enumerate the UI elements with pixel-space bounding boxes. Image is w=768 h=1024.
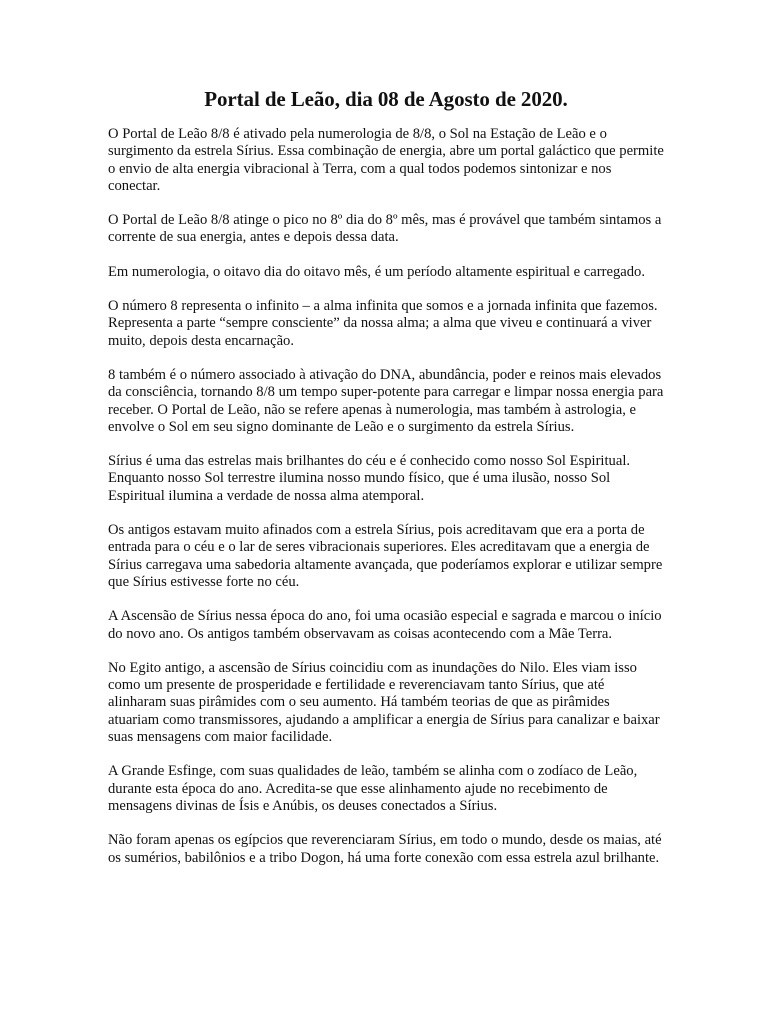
paragraph-4: O número 8 representa o infinito – a alma infinita que somos e a jornada infinita que fazemos. Representa a parte “sempre consciente” da nossa alma; a alma que viveu e continuará a viver muito, depois desta encarnação. <box>108 298 658 349</box>
document-title: Portal de Leão, dia 08 de Agosto de 2020. <box>204 87 568 111</box>
paragraph-3: Em numerologia, o oitavo dia do oitavo mês, é um período altamente espiritual e carregado. <box>108 263 645 280</box>
paragraph-2: O Portal de Leão 8/8 atinge o pico no 8º dia do 8º mês, mas é provável que também sintamos a corrente de sua energia, antes e depois dessa data. <box>108 212 662 246</box>
paragraph-10: A Grande Esfinge, com suas qualidades de leão, também se alinha com o zodíaco de Leão, durante esta época do ano. Acredita-se que esse alinhamento ajude no recebimento de mensagens divinas de Ísis e Anúbis, os deuses conectados a Sírius. <box>108 763 638 814</box>
paragraph-9: No Egito antigo, a ascensão de Sírius coincidiu com as inundações do Nilo. Eles viam isso como um presente de prosperidade e fertilidade e reverenciavam tanto Sírius, que até alinharam suas pirâmides com o seu aumento. Há também teorias de que as pirâmides atuariam como transmissores, ajudando a amplificar a energia de Sírius para canalizar e baixar suas mensagens com maior facilidade. <box>108 659 660 746</box>
paragraph-7: Os antigos estavam muito afinados com a estrela Sírius, pois acreditavam que era a porta de entrada para o céu e o lar de seres vibracionais superiores. Eles acreditavam que a energia de Sírius carregava uma sabedoria altamente avançada, que poderíamos explorar e utilizar sempre que Sírius estivesse forte no céu. <box>108 522 663 590</box>
document-body <box>108 126 664 867</box>
paragraph-6: Sírius é uma das estrelas mais brilhantes do céu e é conhecido como nosso Sol Espiritual. Enquanto nosso Sol terrestre ilumina nosso mundo físico, que é uma ilusão, nosso Sol Espiritual ilumina a verdade de nossa alma atemporal. <box>108 453 631 504</box>
paragraph-8: A Ascensão de Sírius nessa época do ano, foi uma ocasião especial e sagrada e marcou o início do novo ano. Os antigos também observavam as coisas acontecendo com a Mãe Terra. <box>108 608 662 642</box>
paragraph-11: Não foram apenas os egípcios que reverenciaram Sírius, em todo o mundo, desde os maias, até os sumérios, babilônios e a tribo Dogon, há uma forte conexão com essa estrela azul brilhante. <box>108 832 662 866</box>
paragraph-5: 8 também é o número associado à ativação do DNA, abundância, poder e reinos mais elevados da consciência, tornando 8/8 um tempo super-potente para carregar e limpar nossa energia para receber. O Portal de Leão, não se refere apenas à numerologia, mas também à astrologia, e envolve o Sol em seu signo dominante de Leão e o surgimento da estrela Sírius. <box>108 366 664 435</box>
paragraph-1: O Portal de Leão 8/8 é ativado pela numerologia de 8/8, o Sol na Estação de Leão e o surgimento da estrela Sírius. Essa combinação de energia, abre um portal galáctico que permite o envio de alta energia vibracional à Terra, com a qual todos podemos sintonizar e nos conectar. <box>108 126 664 194</box>
